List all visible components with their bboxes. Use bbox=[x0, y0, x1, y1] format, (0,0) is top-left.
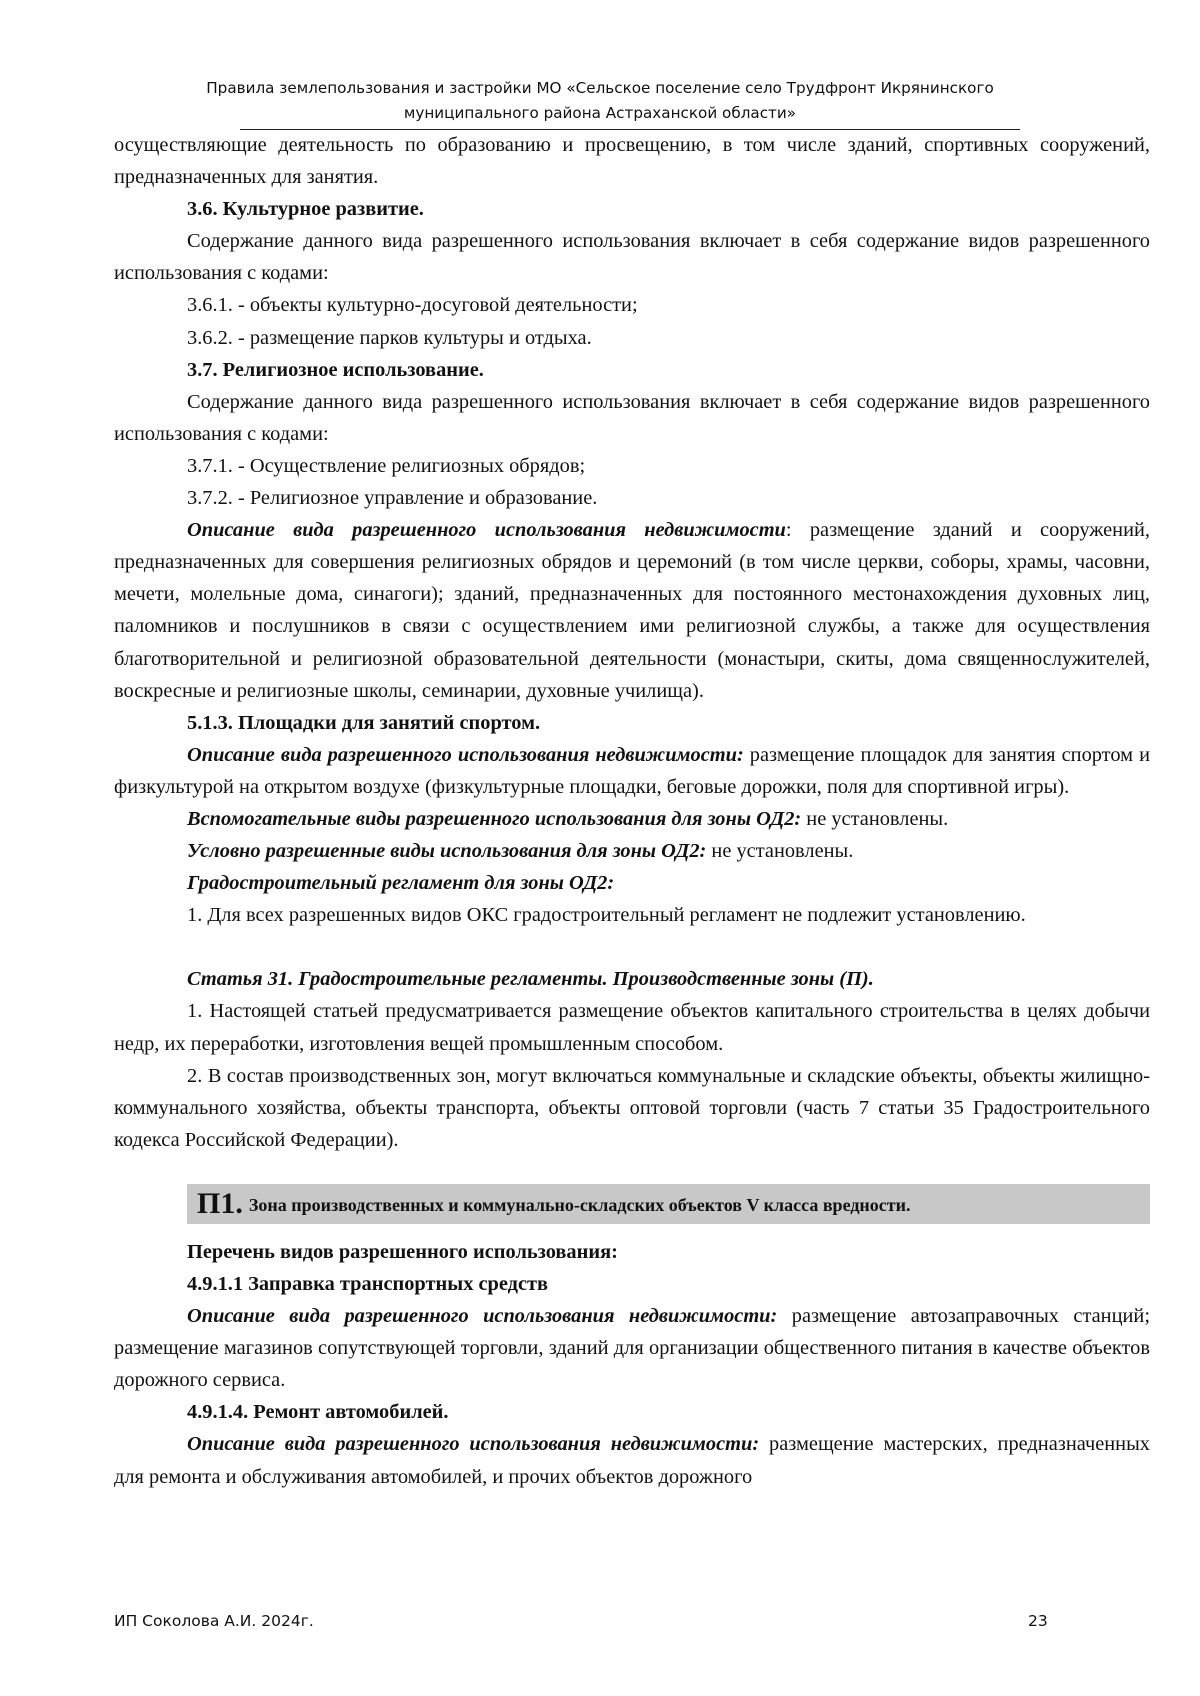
description-label: Описание вида разрешенного использования недвижимости: bbox=[187, 1433, 760, 1456]
section-3-6-title: 3.6. Культурное развитие. bbox=[187, 198, 424, 221]
section-3-7-title: 3.7. Религиозное использование. bbox=[187, 358, 484, 381]
spacer bbox=[114, 931, 1150, 963]
conditional-uses-label: Условно разрешенные виды использования для зоны ОД2: bbox=[187, 840, 707, 863]
continued-paragraph: осуществляющие деятельность по образованию и просвещению, в том числе зданий, спортивных сооружений, предназначенных для занятия. bbox=[114, 134, 1150, 189]
regulation-label: Градостроительный регламент для зоны ОД2: bbox=[187, 872, 615, 895]
zone-code: П1. bbox=[197, 1186, 243, 1220]
page-number: 23 bbox=[1028, 1612, 1048, 1630]
spacer bbox=[114, 1156, 1150, 1170]
section-4-9-1-1-title: 4.9.1.1 Заправка транспортных средств bbox=[187, 1273, 549, 1295]
article-31-paragraph-1: 1. Настоящей статьей предусматривается размещение объектов капитального строительства в целях добычи недр, их переработки, изготовления вещей промышленным способом. bbox=[114, 1000, 1150, 1055]
section-3-7-description bbox=[114, 514, 1150, 707]
code-3-7-2: 3.7.2. - Религиозное управление и образование. bbox=[187, 487, 598, 510]
zone-title: Зона производственных и коммунально-складских объектов V класса вредности. bbox=[248, 1194, 911, 1215]
article-31-title: Статья 31. Градостроительные регламенты. Производственные зоны (П). bbox=[187, 968, 874, 991]
description-label: Описание вида разрешенного использования недвижимости: bbox=[187, 1305, 778, 1328]
section-3-6-text: Содержание данного вида разрешенного использования включает в себя содержание видов разрешенного использования с кодами: bbox=[114, 230, 1150, 285]
description-text: размещение площадок для занятия спортом и физкультурой на открытом воздухе (физкультурные площадки, беговые дорожки, поля для спортивной игры). bbox=[114, 743, 1150, 798]
regulation-text: 1. Для всех разрешенных видов ОКС градостроительный регламент не подлежит установлению. bbox=[187, 904, 1026, 927]
zone-heading bbox=[187, 1184, 1150, 1224]
code-3-6-2: 3.6.2. - размещение парков культуры и отдыха. bbox=[187, 326, 592, 349]
code-3-7-1: 3.7.1. - Осуществление религиозных обрядов; bbox=[187, 454, 586, 477]
section-5-1-3-description bbox=[114, 739, 1150, 803]
article-31-paragraph-2: 2. В состав производственных зон, могут включаться коммунальные и складские объекты, объекты жилищно-коммунального хозяйства, объекты транспорта, объекты оптовой торговли (часть 7 статьи 35 Градостроительного кодекса Российской Федерации). bbox=[114, 1064, 1150, 1151]
section-3-7-text: Содержание данного вида разрешенного использования включает в себя содержание видов разрешенного использования с кодами: bbox=[114, 390, 1150, 445]
header-line-1: Правила землепользования и застройки МО «Сельское поселение село Трудфронт Икрянинского bbox=[206, 79, 994, 97]
permitted-uses-list-title: Перечень видов разрешенного использования: bbox=[187, 1240, 618, 1263]
auxiliary-uses bbox=[114, 803, 1150, 835]
conditional-uses bbox=[114, 835, 1150, 867]
header-line-2: муниципального района Астраханской области» bbox=[403, 104, 797, 122]
description-text: размещение мастерских, предназначенных для ремонта и обслуживания автомобилей, и прочих объектов дорожного bbox=[114, 1433, 1150, 1488]
description-text: : размещение зданий и сооружений, предназначенных для совершения религиозных обрядов и церемоний (в том числе церкви, соборы, храмы, часовни, мечети, молельные дома, синагоги); зданий, предназначенных для постоянного местонахождения духовных лиц, паломников и послушников в связи с осуществлением ими религиозной службы, а также для осуществления благотворительной и религиозной образовательной деятельности (монастыри, скиты, дома священнослужителей, воскресные и религиозные школы, семинарии, духовные училища). bbox=[114, 519, 1150, 702]
auxiliary-uses-value: не установлены. bbox=[801, 807, 949, 830]
description-text: размещение автозаправочных станций; размещение магазинов сопутствующей торговли, зданий для организации общественного питания в качестве объектов дорожного сервиса. bbox=[114, 1305, 1150, 1392]
section-4-9-1-1-description bbox=[114, 1300, 1150, 1396]
code-3-6-1: 3.6.1. - объекты культурно-досуговой деятельности; bbox=[187, 294, 638, 317]
running-header bbox=[150, 76, 1050, 126]
section-5-1-3-title: 5.1.3. Площадки для занятий спортом. bbox=[187, 711, 541, 734]
section-4-9-1-4-title: 4.9.1.4. Ремонт автомобилей. bbox=[187, 1401, 449, 1424]
auxiliary-uses-label: Вспомогательные виды разрешенного использования для зоны ОД2: bbox=[187, 807, 802, 830]
footer-author: ИП Соколова А.И. 2024г. bbox=[114, 1612, 314, 1630]
conditional-uses-value: не установлены. bbox=[706, 840, 854, 863]
document-body bbox=[114, 129, 1150, 1493]
description-label: Описание вида разрешенного использования недвижимости: bbox=[187, 743, 744, 766]
section-4-9-1-4-description bbox=[114, 1428, 1150, 1492]
description-label: Описание вида разрешенного использования недвижимости bbox=[187, 519, 786, 542]
